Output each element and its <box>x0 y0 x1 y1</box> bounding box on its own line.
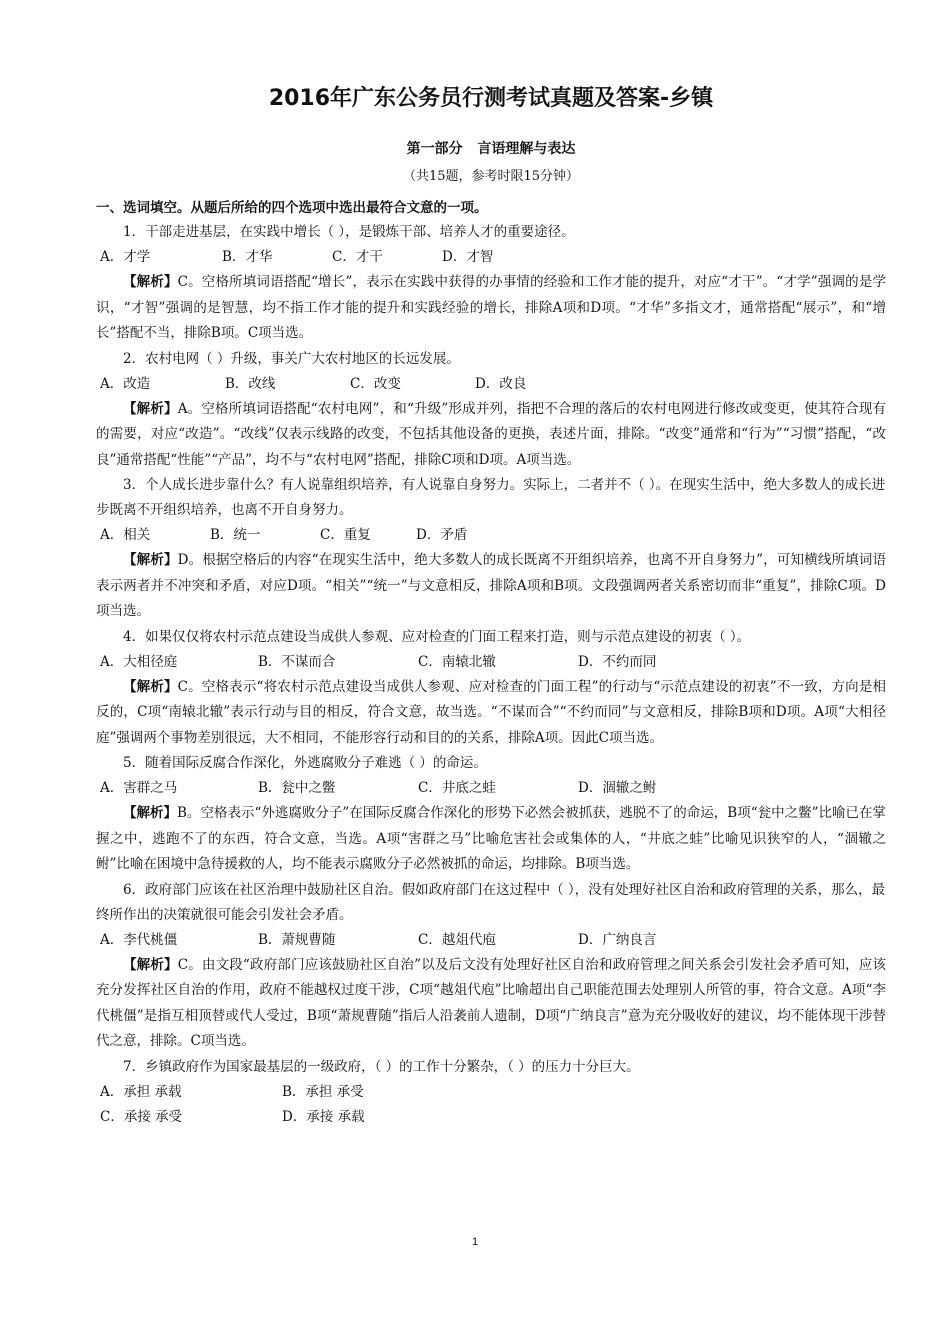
part-note: （共15题，参考时限15分钟） <box>402 169 580 184</box>
question-7-stem: 7．乡镇政府作为国家最基层的一级政府，（ ）的工作十分繁杂，（ ）的压力十分巨大。 <box>123 1058 640 1075</box>
question-4-option-b: B．不谋而合 <box>258 653 336 670</box>
question-1-explanation: 【解析】C。空格所填词语搭配“增长”，表示在实践中获得的办事情的经验和工作才能的提升，对应“才干”。“才学”强调的是学识，“才智”强调的是智慧，均不指工作才能的提升和实践经验的增长，排除A项和D项。“才华”多指文才，通常搭配“展示”，和“增长”搭配不当，排除B项。C项当选。 <box>96 274 886 341</box>
question-2-option-d: D．改良 <box>475 375 527 392</box>
question-4-options <box>96 650 886 675</box>
question-7-option-c: C．承接 承受 <box>100 1108 183 1125</box>
question-2-option-c: C．改变 <box>350 375 401 392</box>
question-2-option-a: A．改造 <box>100 375 151 392</box>
question-1-stem: 1．干部走进基层，在实践中增长（ ），是锻炼干部、培养人才的重要途径。 <box>123 224 575 240</box>
question-1-options <box>96 245 886 270</box>
question-7-option-b: B．承担 承受 <box>282 1083 364 1100</box>
question-3-options <box>96 523 886 548</box>
question-7-option-a: A．承担 承载 <box>100 1083 182 1100</box>
document-title: 2016年广东公务员行测考试真题及答案-乡镇 <box>268 86 714 111</box>
question-2-options <box>96 372 886 397</box>
question-5-explanation: 【解析】B。空格表示“外逃腐败分子”在国际反腐合作深化的形势下必然会被抓获，逃脱不了的命运，B项“瓮中之鳖”比喻已在掌握之中，逃跑不了的东西，符合文意，当选。A项“害群之马”比喻危害社会或集体的人，“井底之蛙”比喻见识狭窄的人，“涸辙之鲋”比喻在困境中急待援救的人，均不能表示腐败分子必然被抓的命运，均排除。B项当选。 <box>96 805 887 872</box>
question-3-option-b: B．统一 <box>210 527 261 543</box>
explanation-label: 【解析】 <box>123 274 178 290</box>
question-6-option-b: B．萧规曹随 <box>258 931 336 948</box>
explanation-label: 【解析】 <box>123 805 178 821</box>
question-6-option-d: D．广纳良言 <box>578 931 657 948</box>
question-2-option-b: B．改线 <box>225 375 276 392</box>
section-heading: 一、选词填空。从题后所给的四个选项中选出最符合文意的一项。 <box>96 200 488 216</box>
question-1-option-a: A．才学 <box>100 249 151 265</box>
question-6-option-a: A．李代桃僵 <box>100 931 178 948</box>
document-page <box>96 84 886 1130</box>
question-4-option-c: C．南辕北辙 <box>418 653 496 670</box>
question-6-options <box>96 928 886 953</box>
question-3-option-a: A．相关 <box>100 527 151 543</box>
question-5-stem: 5．随着国际反腐合作深化，外逃腐败分子难逃（ ）的命运。 <box>123 755 487 771</box>
question-3-stem: 3．个人成长进步靠什么？有人说靠组织培养，有人说靠自身努力。实际上，二者并不（ ）。在现实生活中，绝大多数人的成长进步既离不开组织培养，也离不开自身努力。 <box>96 477 886 518</box>
question-4-stem: 4．如果仅仅将农村示范点建设当成供人参观、应对检查的门面工程来打造，则与示范点建设的初衷（ ）。 <box>123 628 751 645</box>
explanation-label: 【解析】 <box>123 678 178 695</box>
question-5-option-a: A．害群之马 <box>100 780 178 796</box>
question-4-explanation: 【解析】C。空格表示“将农村示范点建设当成供人参观、应对检查的门面工程”的行动与“示范点建设的初衷”不一致，方向是相反的，C项“南辕北辙”表示行动与目的相反，符合文意，故当选。“不谋而合”“不约而同”与文意相反，排除B项和D项。A项“大相径庭”强调两个事物差别很远，大不相同，不能形容行动和目的的关系，排除A项。因此C项当选。 <box>96 678 886 746</box>
question-4-option-d: D．不约而同 <box>578 653 657 670</box>
question-7-options-row-1 <box>96 1080 886 1105</box>
explanation-label: 【解析】 <box>123 400 178 417</box>
question-5-option-b: B．瓮中之鳖 <box>258 780 336 796</box>
question-1-option-d: D．才智 <box>442 249 494 265</box>
question-7-option-d: D．承接 承载 <box>282 1108 365 1125</box>
question-3-option-d: D．矛盾 <box>416 527 468 543</box>
explanation-label: 【解析】 <box>123 552 178 568</box>
question-6-stem: 6．政府部门应该在社区治理中鼓励社区自治。假如政府部门在这过程中（ ），没有处理好社区自治和政府管理的关系，那么，最终所作出的决策就很可能会引发社会矛盾。 <box>96 881 886 923</box>
page-number: 1 <box>471 1236 479 1248</box>
question-6-option-c: C．越俎代庖 <box>418 931 496 948</box>
part-title: 第一部分 言语理解与表达 <box>406 141 576 157</box>
question-4-option-a: A．大相径庭 <box>100 653 178 670</box>
question-1-option-b: B．才华 <box>222 249 273 265</box>
question-5-options <box>96 776 886 801</box>
question-2-stem: 2．农村电网（ ）升级，事关广大农村地区的长远发展。 <box>123 350 460 367</box>
question-1-option-c: C．才干 <box>332 249 383 265</box>
question-5-option-d: D．涸辙之鲋 <box>578 780 657 796</box>
question-5-option-c: C．井底之蛙 <box>418 780 496 796</box>
question-7-options-row-2 <box>96 1105 886 1130</box>
question-2-explanation: 【解析】A。空格所填词语搭配“农村电网”，和“升级”形成并列，指把不合理的落后的农村电网进行修改或变更，使其符合现有的需要，对应“改造”。“改线”仅表示线路的改变，不包括其他设备的更换，表述片面，排除。“改变”通常和“行为”“习惯”搭配，“改良”通常搭配“性能”“产品”，均不与“农村电网”搭配，排除C项和D项。A项当选。 <box>96 400 887 468</box>
explanation-label: 【解析】 <box>123 956 178 973</box>
question-3-option-c: C．重复 <box>320 527 371 543</box>
question-6-explanation: 【解析】C。由文段“政府部门应该鼓励社区自治”以及后文没有处理好社区自治和政府管理之间关系会引发社会矛盾可知，应该充分发挥社区自治的作用，政府不能越权过度干涉，C项“越俎代庖”比喻超出自己职能范围去处理别人所管的事，符合文意。A项“李代桃僵”是指互相顶替或代人受过，B项“萧规曹随”指后人沿袭前人遗制，D项“广纳良言”意为充分吸收好的建议，均不能体现干涉替代之意，排除。C项当选。 <box>96 956 887 1049</box>
question-3-explanation: 【解析】D。根据空格后的内容“在现实生活中，绝大多数人的成长既离不开组织培养，也离不开自身努力”，可知横线所填词语表示两者并不冲突和矛盾，对应D项。“相关”“统一”与文意相反，排除A项和B项。文段强调两者关系密切而非“重复”，排除C项。D项当选。 <box>96 552 886 619</box>
